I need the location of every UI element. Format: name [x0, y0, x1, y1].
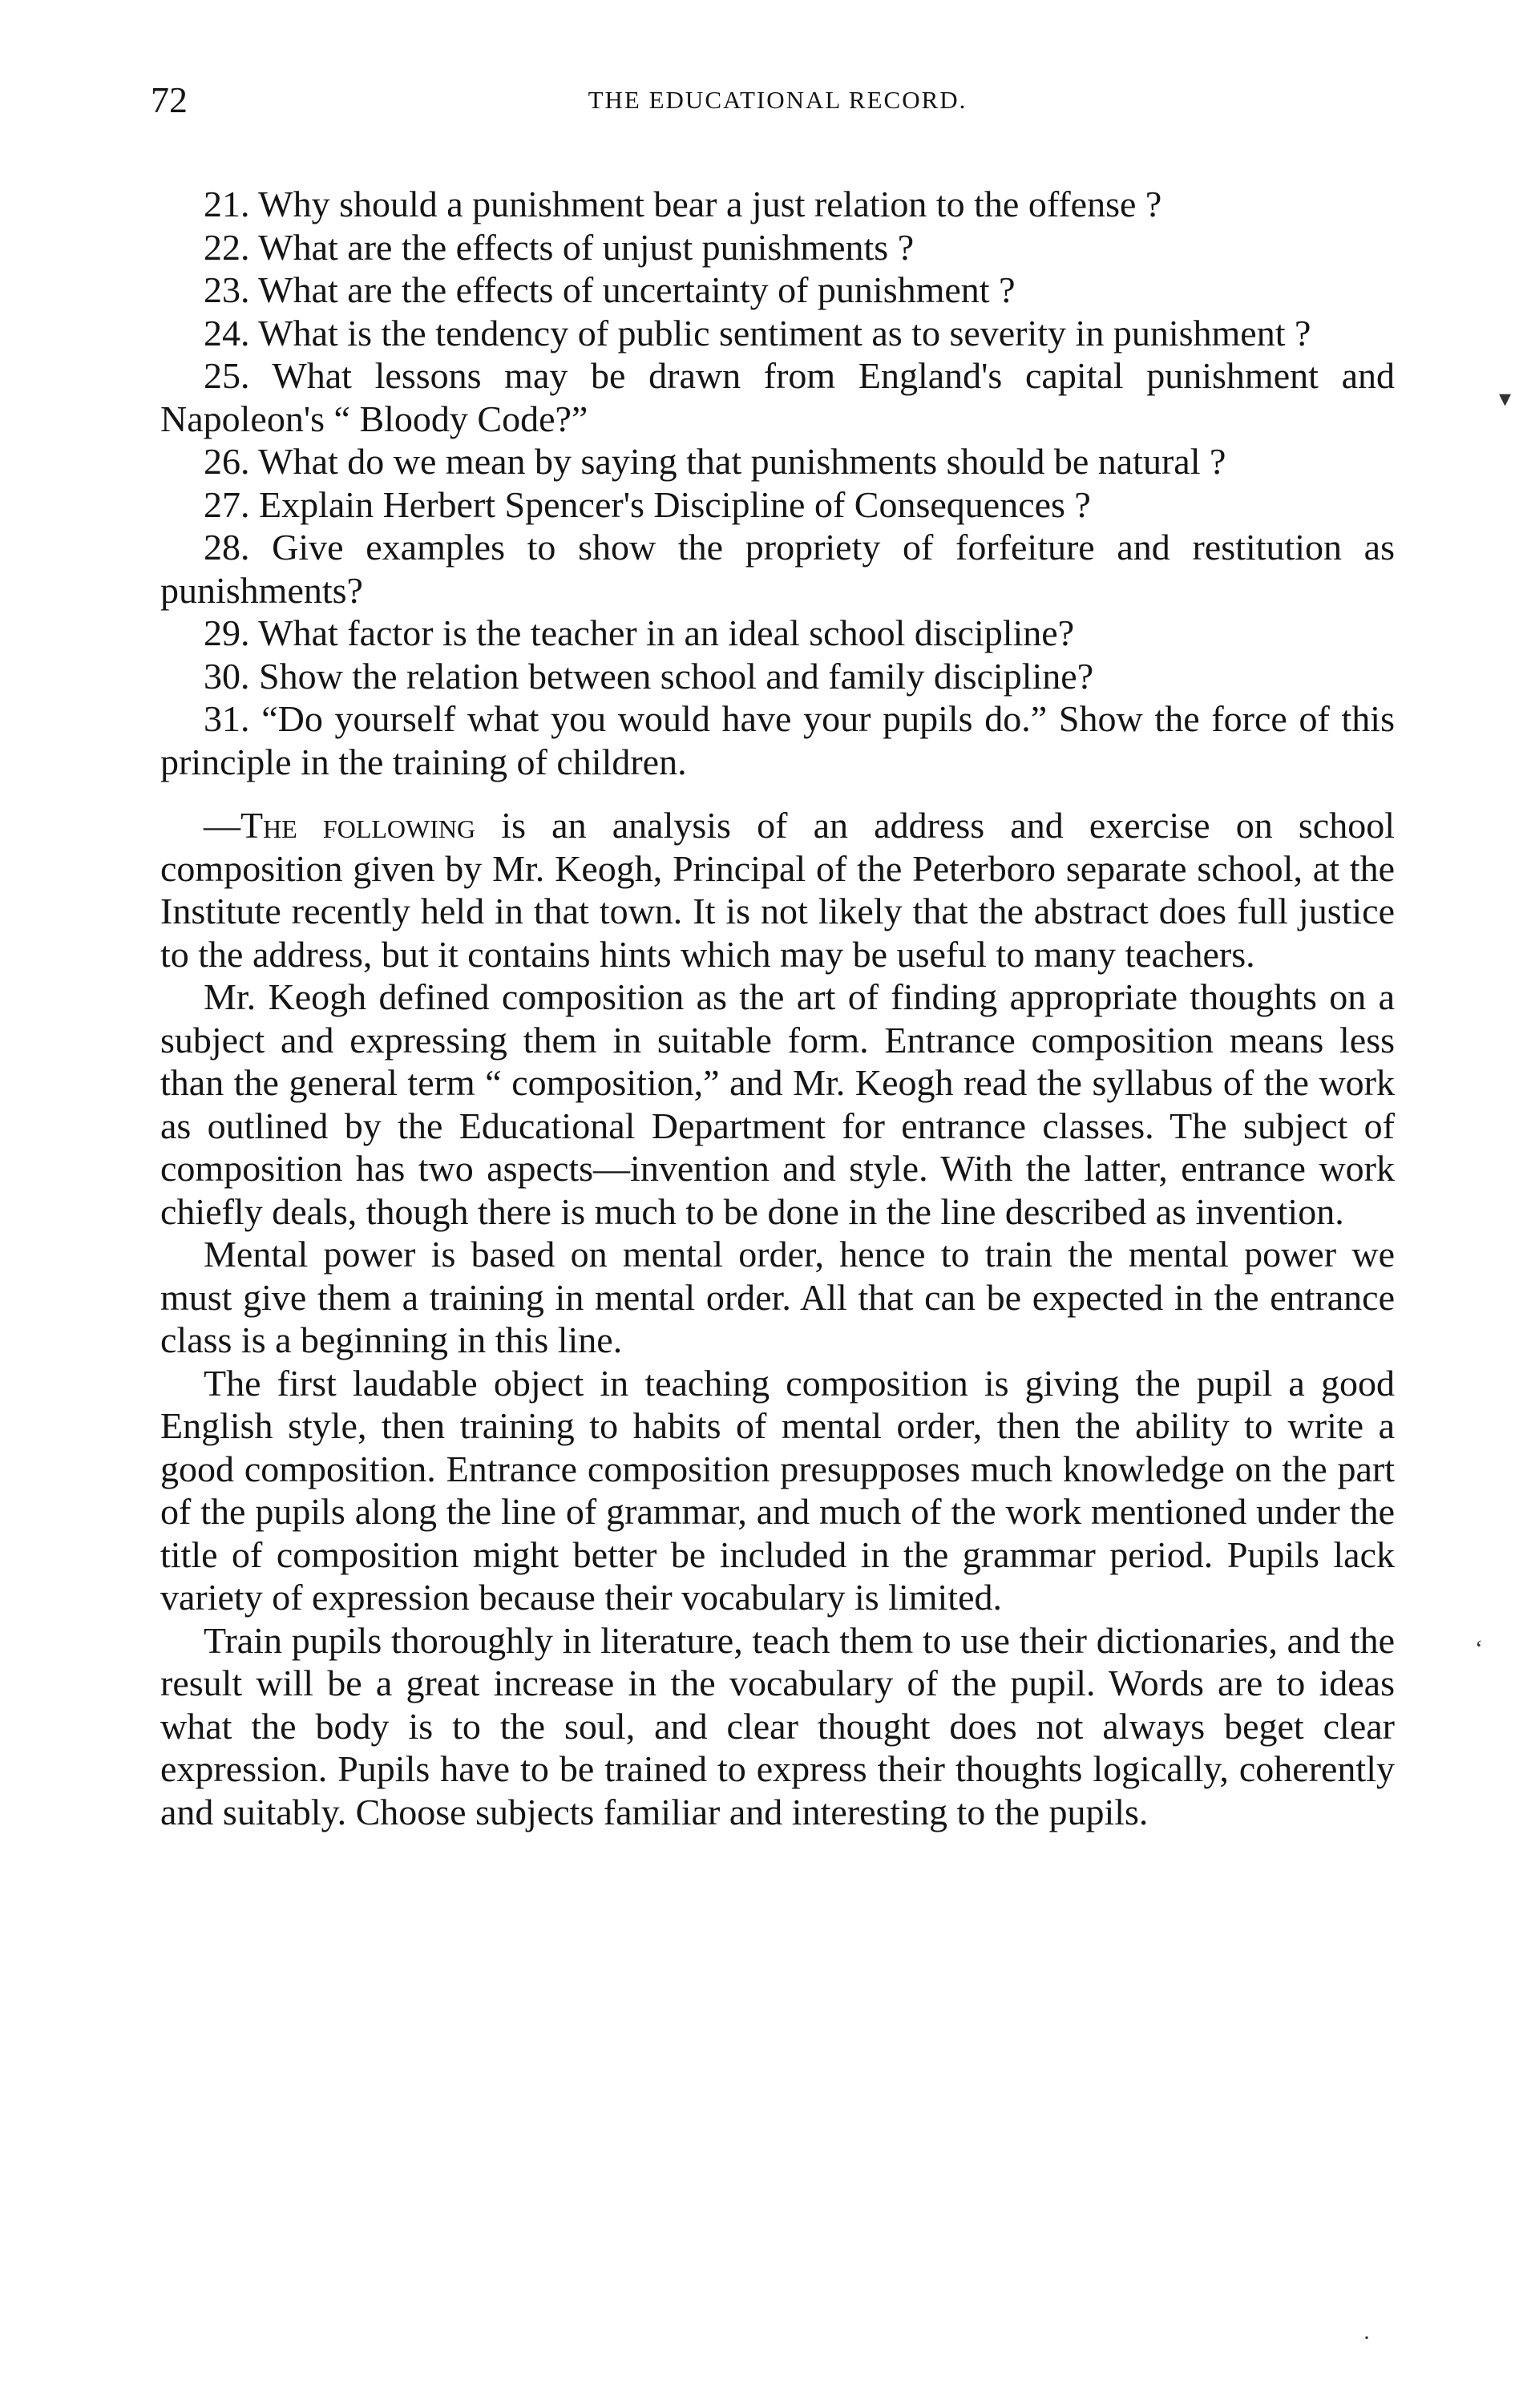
article-intro-paragraph — [160, 804, 1395, 976]
margin-speck-bottom-icon: · — [1363, 2325, 1371, 2351]
article-paragraph-2: Mental power is based on mental order, hence to train the mental power we must give them a training in mental order. All that can be expected in the entrance class is a beginning in this line. — [160, 1234, 1395, 1360]
article-paragraph-3: The first laudable object in teaching composition is giving the pupil a good English style, then training to habits of mental order, then the ability to write a good composition. Entrance composition presupposes much knowledge on the part of the pupils along the line of grammar, and much of the work mentioned under the title of composition might better be included in the grammar period. Pupils lack variety of expression because their vocabulary is limited. — [160, 1362, 1395, 1618]
lead-smallcaps: The following — [240, 805, 476, 846]
question-24: 24. What is the tendency of public sentiment as to severity in punishment ? — [204, 312, 1311, 354]
running-head: THE EDUCATIONAL RECORD. — [588, 86, 968, 114]
question-30: 30. Show the relation between school and family discipline? — [204, 655, 1094, 697]
margin-speck-top-icon: ▾ — [1499, 386, 1512, 412]
page-number: 72 — [151, 79, 188, 120]
article-paragraph-1: Mr. Keogh defined composition as the art of finding appropriate thoughts on a subject and expressing them in suitable form. Entrance composition means less than the general term “ composition,” and Mr. Keogh read the syllabus of the work as outlined by the Educational Department for entrance classes. The subject of composition has two aspects—invention and style. With the latter, entrance work chiefly deals, though there is much to be done in the line described as invention. — [160, 976, 1395, 1232]
question-26: 26. What do we mean by saying that punishments should be natural ? — [204, 441, 1226, 482]
question-27: 27. Explain Herbert Spencer's Discipline of Consequences ? — [204, 483, 1091, 525]
question-29: 29. What factor is the teacher in an ideal school discipline? — [204, 612, 1075, 653]
question-28: 28. Give examples to show the propriety of forfeiture and restitution as punishments? — [160, 527, 1395, 611]
lead-dash: — — [204, 805, 240, 846]
article-paragraph-4: Train pupils thoroughly in literature, teach them to use their dictionaries, and the result will be a great increase in the vocabulary of the pupil. Words are to ideas what the body is to the soul, and clear thought does not always beget clear expression. Pupils have to be trained to express their thoughts logically, coherently and suitably. Choose subjects familiar and interesting to the pupils. — [160, 1619, 1395, 1832]
body-text — [160, 183, 1395, 1833]
page-header — [151, 72, 1395, 128]
margin-speck-mid-icon: ‘ — [1475, 1635, 1483, 1662]
question-31: 31. “Do yourself what you would have your pupils do.” Show the force of this principle in the training of children. — [160, 698, 1395, 782]
question-25: 25. What lessons may be drawn from England's capital punishment and Napoleon's “ Bloody Code?” — [160, 355, 1395, 439]
question-22: 22. What are the effects of unjust punishments ? — [204, 226, 915, 268]
question-23: 23. What are the effects of uncertainty of punishment ? — [204, 269, 1016, 310]
page — [151, 72, 1395, 1833]
lead-rest: is an analysis of an address and exercise on school composition given by Mr. Keogh, Principal of the Peterboro separate school, at the Institute recently held in that town. It is not likely that the abstract does full justice to the address, but it contains hints which may be useful to many teachers. — [160, 805, 1395, 975]
question-21: 21. Why should a punishment bear a just relation to the offense ? — [204, 184, 1162, 224]
